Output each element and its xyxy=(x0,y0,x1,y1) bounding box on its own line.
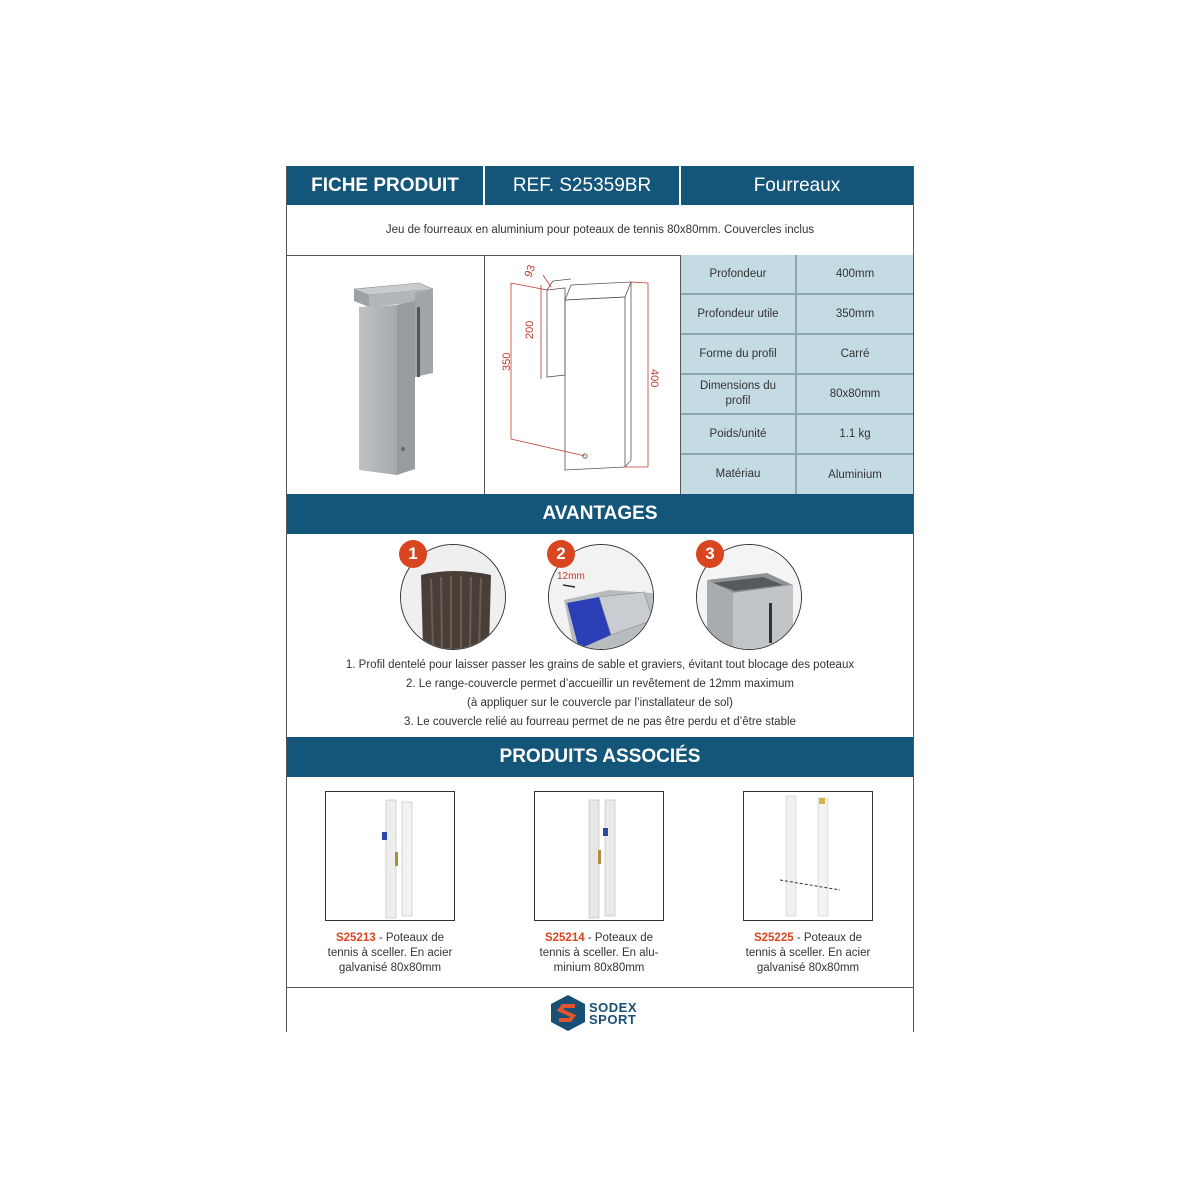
dimension-diagram xyxy=(485,255,681,494)
brand-logo[interactable] xyxy=(549,994,659,1034)
product-category: Fourreaux xyxy=(753,174,841,196)
avantages-heading: AVANTAGES xyxy=(287,494,913,534)
dim-label-93: 93 xyxy=(522,263,539,280)
related-product-image[interactable] xyxy=(325,791,455,921)
spec-value: 80x80mm xyxy=(797,375,913,415)
advantage-line-2: 2. Le range-couvercle permet d’accueillir un revêtement de 12mm maximum xyxy=(406,678,794,690)
spec-label: Matériau xyxy=(681,455,797,494)
spec-table xyxy=(681,255,913,494)
spec-label: Profondeur xyxy=(681,255,797,295)
spec-row xyxy=(681,255,913,295)
caption-line-3: minium 80x80mm xyxy=(553,962,645,974)
spec-value: 350mm xyxy=(797,295,913,335)
dim-label-350: 350 xyxy=(501,352,513,371)
related-product-image[interactable] xyxy=(534,791,664,921)
caption-line-1: - Poteaux de xyxy=(584,932,654,944)
caption-line-2: tennis à sceller. En acier xyxy=(327,947,453,959)
spec-value: Aluminium xyxy=(797,455,913,494)
caption-line-3: galvanisé 80x80mm xyxy=(756,962,860,974)
dim-label-200: 200 xyxy=(524,320,536,339)
spec-value: Carré xyxy=(797,335,913,375)
cover-thickness-label: 12mm xyxy=(557,571,585,582)
caption-line-1: - Poteaux de xyxy=(375,932,445,944)
related-product-image[interactable] xyxy=(743,791,873,921)
spec-row xyxy=(681,295,913,335)
dim-label-400: 400 xyxy=(648,369,660,388)
spec-value: 1.1 kg xyxy=(797,415,913,455)
spec-row xyxy=(681,335,913,375)
related-product-caption xyxy=(509,931,689,976)
caption-line-3: galvanisé 80x80mm xyxy=(338,962,442,974)
spec-row xyxy=(681,455,913,494)
avantages-text xyxy=(287,656,913,732)
header-band xyxy=(287,166,913,205)
sheet-title: FICHE PRODUIT xyxy=(287,166,485,205)
logo-text-line-1: SODEX xyxy=(589,1000,638,1015)
related-product-code[interactable]: S25225 xyxy=(753,932,794,944)
logo-mark-icon xyxy=(549,994,587,1032)
spec-label: Dimensions du profil xyxy=(681,375,797,415)
product-render-image xyxy=(287,255,485,494)
footer-divider xyxy=(287,987,913,988)
product-reference: REF. S25359BR xyxy=(485,166,681,205)
advantage-line-1: 1. Profil dentelé pour laisser passer les grains de sable et graviers, évitant tout blocage des poteaux xyxy=(345,659,855,671)
related-product-caption xyxy=(300,931,480,976)
related-products-heading: PRODUITS ASSOCIÉS xyxy=(287,737,913,777)
spec-label: Forme du profil xyxy=(681,335,797,375)
spec-row xyxy=(681,415,913,455)
spec-value: 400mm xyxy=(797,255,913,295)
spec-section xyxy=(287,255,913,494)
caption-line-2: tennis à sceller. En acier xyxy=(745,947,871,959)
logo-text-line-2: SPORT xyxy=(589,1012,637,1027)
related-product-code[interactable]: S25213 xyxy=(335,932,376,944)
spec-row xyxy=(681,375,913,415)
advantage-line-3: 3. Le couvercle relié au fourreau permet de ne pas être perdu et d’être stable xyxy=(404,716,796,728)
advantage-badge-3: 3 xyxy=(696,540,724,568)
advantage-badge-2: 2 xyxy=(547,540,575,568)
related-product-caption xyxy=(718,931,898,976)
advantage-line-2-note: (à appliquer sur le couvercle par l’installateur de sol) xyxy=(467,697,733,709)
advantage-badge-1: 1 xyxy=(399,540,427,568)
caption-line-2: tennis à sceller. En alu- xyxy=(539,947,659,959)
spec-label: Poids/unité xyxy=(681,415,797,455)
related-product-code[interactable]: S25214 xyxy=(544,932,585,944)
avantages-images xyxy=(287,534,913,654)
spec-label: Profondeur utile xyxy=(681,295,797,335)
caption-line-1: - Poteaux de xyxy=(793,932,863,944)
product-description: Jeu de fourreaux en aluminium pour poteaux de tennis 80x80mm. Couvercles inclus xyxy=(287,205,913,256)
product-sheet xyxy=(286,166,914,1032)
